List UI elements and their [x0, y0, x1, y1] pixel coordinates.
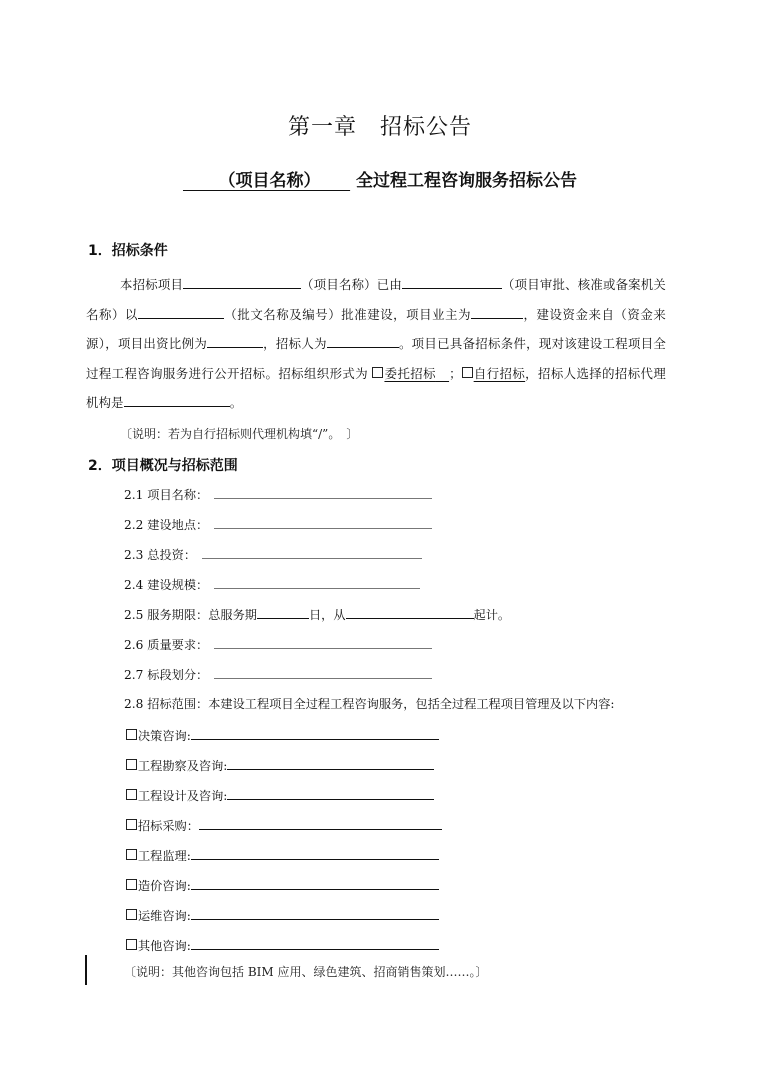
- blank-approval-authority[interactable]: [402, 275, 502, 289]
- section-2-note: 〔说明：其他咨询包括 BIM 应用、绿色建筑、招商销售策划……。〕: [124, 965, 488, 979]
- checkbox-operation[interactable]: [126, 909, 137, 920]
- item-location: 2.2 建设地点：: [124, 515, 432, 533]
- field-operation[interactable]: [191, 905, 439, 920]
- checkbox-self[interactable]: [462, 367, 473, 378]
- scope-item: 工程勘察及咨询:: [126, 755, 434, 774]
- field-quality[interactable]: [214, 635, 432, 649]
- checkbox-survey[interactable]: [126, 759, 137, 770]
- title-text: 全过程工程咨询服务招标公告: [356, 171, 578, 191]
- item-project-name: 2.1 项目名称：: [124, 485, 432, 503]
- blank-tenderer[interactable]: [327, 334, 399, 348]
- scope-item: 工程监理:: [126, 845, 439, 864]
- item-service-period: 2.5 服务期限：总服务期 日，从 起计。: [124, 605, 510, 623]
- title-project-name: （项目名称）: [218, 171, 321, 191]
- document-title: [0, 166, 760, 191]
- checkbox-supervision[interactable]: [126, 849, 137, 860]
- checkbox-decision[interactable]: [126, 729, 137, 740]
- section-1-heading: 1．招标条件: [88, 243, 168, 259]
- field-survey[interactable]: [227, 755, 434, 770]
- checkbox-entrusted[interactable]: [372, 367, 383, 378]
- scope-item: 造价咨询:: [126, 875, 439, 894]
- item-scope: 2.8 招标范围：本建设工程项目全过程工程咨询服务，包括全过程工程项目管理及以下内容:: [124, 697, 615, 711]
- field-cost[interactable]: [191, 875, 439, 890]
- scope-item: 其他咨询:: [126, 935, 439, 954]
- item-lots: 2.7 标段划分：: [124, 665, 432, 683]
- blank-approval-document[interactable]: [138, 305, 224, 319]
- field-service-start[interactable]: [346, 605, 474, 619]
- field-service-days[interactable]: [257, 605, 309, 619]
- revision-bar: [85, 955, 87, 985]
- option-self: 自行招标: [473, 365, 526, 381]
- field-location[interactable]: [214, 515, 432, 529]
- field-investment[interactable]: [202, 545, 422, 559]
- scope-item: 招标采购：: [126, 815, 442, 834]
- scope-item: 运维咨询:: [126, 905, 439, 924]
- field-other[interactable]: [191, 935, 439, 950]
- scope-item: 工程设计及咨询:: [126, 785, 434, 804]
- chapter-title: 第一章 招标公告: [287, 115, 472, 140]
- scope-item: 决策咨询:: [126, 725, 439, 744]
- section-1-note: 〔说明：若为自行招标则代理机构填“/”。 〕: [120, 427, 359, 441]
- field-lots[interactable]: [214, 665, 432, 679]
- field-supervision[interactable]: [191, 845, 439, 860]
- item-investment: 2.3 总投资：: [124, 545, 422, 563]
- blank-funding-ratio[interactable]: [207, 334, 263, 348]
- field-design[interactable]: [227, 785, 434, 800]
- checkbox-cost[interactable]: [126, 879, 137, 890]
- blank-owner[interactable]: [471, 305, 523, 319]
- field-project-name[interactable]: [214, 485, 432, 499]
- checkbox-procurement[interactable]: [126, 819, 137, 830]
- checkbox-design[interactable]: [126, 789, 137, 800]
- bidding-conditions-paragraph: 本招标项目 （项目名称）已由 （项目审批、核准或备案机关名称）以 （批文名称及编号）批准建设，项目业主为 ，建设资金来自（资金来源），项目出资比例为 ，招标人为 。项目已具备招标条件，现对该建设工程项目全过程工程咨询服务进行公开招标。招标组织形式为 委托招标 ； 自行招标，招标人选择的招标代理机构是 。: [86, 277, 667, 410]
- blank-agency[interactable]: [124, 393, 230, 407]
- section-2-heading: 2．项目概况与招标范围: [88, 458, 238, 474]
- field-decision[interactable]: [191, 725, 439, 740]
- field-procurement[interactable]: [199, 815, 442, 830]
- field-scale[interactable]: [214, 575, 420, 589]
- item-scale: 2.4 建设规模：: [124, 575, 420, 593]
- checkbox-other[interactable]: [126, 939, 137, 950]
- item-quality: 2.6 质量要求：: [124, 635, 432, 653]
- option-entrusted: 委托招标: [384, 365, 436, 381]
- blank-project-name[interactable]: [183, 275, 301, 289]
